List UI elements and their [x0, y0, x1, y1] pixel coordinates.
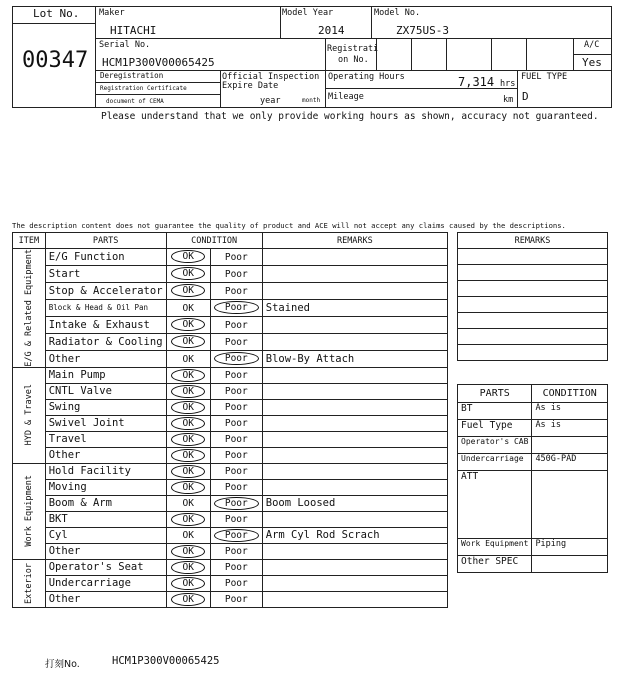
poor-option: Poor	[224, 285, 248, 297]
ok-option: OK	[182, 353, 194, 365]
condition-ok-cell[interactable]	[166, 527, 210, 543]
part-name: CNTL Valve	[45, 383, 166, 399]
right-condition-header: CONDITION	[532, 385, 608, 403]
part-name: Other	[45, 543, 166, 559]
ok-selected-mark: OK	[171, 577, 204, 590]
table-row	[13, 282, 448, 299]
condition-poor-cell[interactable]	[210, 591, 262, 607]
condition-ok-cell[interactable]	[166, 431, 210, 447]
model-no: ZX75US-3	[396, 24, 449, 37]
poor-option: Poor	[224, 386, 248, 398]
ok-selected-mark: OK	[171, 561, 204, 574]
table-row	[13, 447, 448, 463]
model-year: 2014	[318, 24, 345, 37]
condition-ok-cell[interactable]	[166, 265, 210, 282]
right-part-name: Undercarriage	[458, 454, 532, 471]
remark-cell	[262, 575, 447, 591]
model-no-label: Model No.	[374, 8, 421, 18]
right-parts-table	[457, 384, 608, 573]
remark-cell	[262, 367, 447, 383]
remark-cell	[262, 511, 447, 527]
poor-option: Poor	[224, 319, 248, 331]
poor-option: Poor	[224, 418, 248, 430]
right-part-name: BT	[458, 403, 532, 420]
right-remarks-row	[458, 265, 608, 281]
condition-ok-cell[interactable]	[166, 383, 210, 399]
inspection-label-2: Expire Date	[222, 81, 279, 91]
condition-poor-cell[interactable]	[210, 447, 262, 463]
condition-poor-cell[interactable]	[210, 265, 262, 282]
ok-selected-mark: OK	[171, 369, 204, 382]
header-parts: PARTS	[45, 233, 166, 249]
maker: HITACHI	[110, 24, 157, 37]
poor-option: Poor	[224, 251, 248, 263]
right-remarks-row	[458, 297, 608, 313]
condition-poor-cell[interactable]	[210, 415, 262, 431]
remark-cell	[262, 431, 447, 447]
table-row	[13, 399, 448, 415]
poor-option: Poor	[224, 578, 248, 590]
poor-option: Poor	[224, 466, 248, 478]
condition-poor-cell[interactable]	[210, 511, 262, 527]
condition-ok-cell[interactable]	[166, 511, 210, 527]
right-parts-row	[458, 454, 608, 471]
serial-no: HCM1P300V00065425	[102, 56, 215, 69]
remark-cell	[262, 591, 447, 607]
operating-hours: 7,314	[458, 75, 495, 89]
condition-ok-cell[interactable]	[166, 495, 210, 511]
table-row	[13, 511, 448, 527]
poor-option: Poor	[224, 336, 248, 348]
year-label: year	[260, 96, 281, 106]
condition-ok-cell[interactable]	[166, 282, 210, 299]
ac-label: A/C	[584, 40, 600, 50]
condition-poor-cell[interactable]	[210, 431, 262, 447]
condition-ok-cell[interactable]	[166, 575, 210, 591]
right-part-name: ATT	[458, 471, 532, 539]
condition-poor-cell[interactable]	[210, 399, 262, 415]
condition-ok-cell[interactable]	[166, 399, 210, 415]
condition-ok-cell[interactable]	[166, 249, 210, 266]
condition-poor-cell[interactable]	[210, 316, 262, 333]
condition-ok-cell[interactable]	[166, 333, 210, 350]
condition-ok-cell[interactable]	[166, 591, 210, 607]
registration-label-2: on No.	[338, 55, 369, 65]
poor-option: Poor	[224, 546, 248, 558]
condition-ok-cell[interactable]	[166, 559, 210, 575]
fuel-type-label: FUEL TYPE	[521, 72, 568, 82]
remark-cell: Arm Cyl Rod Scrach	[262, 527, 447, 543]
ok-selected-mark: OK	[171, 335, 204, 348]
condition-ok-cell[interactable]	[166, 350, 210, 367]
operating-hours-label: Operating Hours	[328, 72, 405, 82]
part-name: Moving	[45, 479, 166, 495]
right-part-condition	[532, 471, 608, 539]
table-row	[13, 495, 448, 511]
right-remarks-header: REMARKS	[458, 233, 608, 249]
part-name: Travel	[45, 431, 166, 447]
poor-selected-mark: Poor	[214, 352, 259, 365]
group-name: E/G & Related Equipment	[23, 249, 34, 367]
part-name: Swivel Joint	[45, 415, 166, 431]
maker-label: Maker	[99, 8, 125, 18]
dereg-sub2: document of CEMA	[106, 98, 164, 105]
part-name: BKT	[45, 511, 166, 527]
mileage-label: Mileage	[328, 92, 364, 102]
month-label: month	[302, 97, 321, 104]
dereg-label: Deregistration	[100, 71, 164, 80]
part-name: Hold Facility	[45, 463, 166, 479]
condition-poor-cell[interactable]	[210, 527, 262, 543]
right-part-name: Work Equipment	[458, 539, 532, 556]
group-label	[13, 249, 46, 368]
ok-option: OK	[182, 302, 194, 314]
ok-selected-mark: OK	[171, 284, 204, 297]
part-name: Other	[45, 591, 166, 607]
poor-option: Poor	[224, 268, 248, 280]
table-row	[13, 316, 448, 333]
header-remarks: REMARKS	[262, 233, 447, 249]
table-row	[13, 431, 448, 447]
model-year-label: Model Year	[282, 8, 334, 18]
dereg-sub1: Registration Certificate	[100, 85, 187, 92]
part-name: Undercarriage	[45, 575, 166, 591]
part-name: Start	[45, 265, 166, 282]
lot-no: 00347	[22, 48, 89, 73]
remark-cell	[262, 415, 447, 431]
right-parts-row	[458, 556, 608, 573]
ok-selected-mark: OK	[171, 433, 204, 446]
right-part-name: Fuel Type	[458, 420, 532, 437]
registration-label-1: Registrati	[327, 44, 379, 54]
right-part-condition: As is	[532, 403, 608, 420]
remark-cell	[262, 463, 447, 479]
group-label	[13, 559, 46, 607]
table-row	[13, 333, 448, 350]
ok-selected-mark: OK	[171, 593, 204, 606]
ok-selected-mark: OK	[171, 385, 204, 398]
ok-selected-mark: OK	[171, 267, 204, 280]
table-row	[13, 367, 448, 383]
condition-poor-cell[interactable]	[210, 383, 262, 399]
right-parts-header: PARTS	[458, 385, 532, 403]
ok-selected-mark: OK	[171, 401, 204, 414]
poor-option: Poor	[224, 450, 248, 462]
ok-option: OK	[182, 530, 194, 542]
right-part-name: Other SPEC	[458, 556, 532, 573]
part-name: Operator's Seat	[45, 559, 166, 575]
header-item: ITEM	[13, 233, 46, 249]
condition-poor-cell[interactable]	[210, 575, 262, 591]
right-part-name: Operator's CAB	[458, 437, 532, 454]
ok-selected-mark: OK	[171, 465, 204, 478]
poor-option: Poor	[224, 594, 248, 606]
right-part-condition: Piping	[532, 539, 608, 556]
right-parts-row	[458, 403, 608, 420]
footer-value: HCM1P300V00065425	[112, 655, 220, 667]
part-name: Block & Head & Oil Pan	[45, 299, 166, 316]
right-part-condition: As is	[532, 420, 608, 437]
part-name: Other	[45, 447, 166, 463]
condition-poor-cell[interactable]	[210, 299, 262, 316]
remark-cell	[262, 249, 447, 266]
condition-ok-cell[interactable]	[166, 447, 210, 463]
table-row	[13, 575, 448, 591]
ok-selected-mark: OK	[171, 417, 204, 430]
remark-cell	[262, 383, 447, 399]
ok-selected-mark: OK	[171, 545, 204, 558]
remark-cell: Blow-By Attach	[262, 350, 447, 367]
right-remarks-row	[458, 249, 608, 265]
group-name: Work Equipment	[23, 475, 34, 548]
part-name: Other	[45, 350, 166, 367]
remark-cell	[262, 316, 447, 333]
condition-poor-cell[interactable]	[210, 333, 262, 350]
part-name: Intake & Exhaust	[45, 316, 166, 333]
notice: Please understand that we only provide working hours as shown, accuracy not guaranteed.	[101, 111, 599, 122]
right-parts-row	[458, 471, 608, 539]
ok-selected-mark: OK	[171, 318, 204, 331]
remark-cell	[262, 399, 447, 415]
right-remarks-row	[458, 329, 608, 345]
remark-cell	[262, 282, 447, 299]
remark-cell	[262, 543, 447, 559]
remark-cell	[262, 479, 447, 495]
right-remarks-row	[458, 345, 608, 361]
group-label	[13, 367, 46, 463]
right-remarks-row	[458, 281, 608, 297]
ok-selected-mark: OK	[171, 513, 204, 526]
poor-option: Poor	[224, 402, 248, 414]
condition-ok-cell[interactable]	[166, 316, 210, 333]
group-label	[13, 463, 46, 559]
poor-selected-mark: Poor	[214, 497, 259, 510]
header-condition: CONDITION	[166, 233, 262, 249]
remark-cell: Boom Loosed	[262, 495, 447, 511]
lot-no-label: Lot No.	[33, 7, 80, 20]
part-name: Swing	[45, 399, 166, 415]
condition-ok-cell[interactable]	[166, 299, 210, 316]
ok-selected-mark: OK	[171, 449, 204, 462]
poor-selected-mark: Poor	[214, 301, 259, 314]
condition-poor-cell[interactable]	[210, 543, 262, 559]
table-row	[13, 350, 448, 367]
group-name: HYD & Travel	[23, 384, 34, 446]
table-row	[13, 591, 448, 607]
table-row	[13, 383, 448, 399]
group-name: Exterior	[23, 562, 34, 604]
condition-poor-cell[interactable]	[210, 479, 262, 495]
hrs-unit: hrs	[500, 79, 516, 89]
poor-option: Poor	[224, 482, 248, 494]
ac-value: Yes	[582, 56, 602, 69]
ok-option: OK	[182, 498, 194, 510]
right-part-condition	[532, 556, 608, 573]
ok-selected-mark: OK	[171, 250, 204, 263]
condition-poor-cell[interactable]	[210, 559, 262, 575]
table-row	[13, 265, 448, 282]
condition-poor-cell[interactable]	[210, 350, 262, 367]
condition-poor-cell[interactable]	[210, 463, 262, 479]
poor-selected-mark: Poor	[214, 529, 259, 542]
ok-selected-mark: OK	[171, 481, 204, 494]
inspection-label-1: Official Inspection	[222, 72, 320, 82]
right-parts-row	[458, 420, 608, 437]
right-remarks-row	[458, 313, 608, 329]
condition-ok-cell[interactable]	[166, 543, 210, 559]
poor-option: Poor	[224, 370, 248, 382]
remark-cell	[262, 265, 447, 282]
right-parts-row	[458, 539, 608, 556]
part-name: Cyl	[45, 527, 166, 543]
part-name: Main Pump	[45, 367, 166, 383]
right-part-condition	[532, 437, 608, 454]
km-unit: km	[503, 95, 514, 105]
remark-cell: Stained	[262, 299, 447, 316]
right-parts-row	[458, 437, 608, 454]
condition-ok-cell[interactable]	[166, 463, 210, 479]
table-row	[13, 463, 448, 479]
remark-cell	[262, 333, 447, 350]
poor-option: Poor	[224, 434, 248, 446]
poor-option: Poor	[224, 562, 248, 574]
condition-poor-cell[interactable]	[210, 495, 262, 511]
part-name: Boom & Arm	[45, 495, 166, 511]
serial-no-label: Serial No.	[99, 40, 151, 50]
condition-poor-cell[interactable]	[210, 249, 262, 266]
right-part-condition: 450G-PAD	[532, 454, 608, 471]
table-row	[13, 559, 448, 575]
table-row	[13, 415, 448, 431]
part-name: Radiator & Cooling	[45, 333, 166, 350]
poor-option: Poor	[224, 514, 248, 526]
condition-poor-cell[interactable]	[210, 367, 262, 383]
part-name: Stop & Accelerator	[45, 282, 166, 299]
part-name: E/G Function	[45, 249, 166, 266]
remark-cell	[262, 559, 447, 575]
fuel-type: D	[522, 90, 529, 103]
table-row	[13, 299, 448, 316]
table-row	[13, 527, 448, 543]
disclaimer: The description content does not guarantee the quality of product and ACE will not accept any claims caused by the descriptions.	[12, 221, 566, 230]
right-remarks-table	[457, 232, 608, 361]
remark-cell	[262, 447, 447, 463]
footer-label: 打刻No.	[45, 659, 80, 670]
table-row	[13, 543, 448, 559]
condition-ok-cell[interactable]	[166, 415, 210, 431]
condition-ok-cell[interactable]	[166, 479, 210, 495]
inspection-table	[12, 232, 448, 608]
condition-ok-cell[interactable]	[166, 367, 210, 383]
table-row	[13, 479, 448, 495]
condition-poor-cell[interactable]	[210, 282, 262, 299]
table-row	[13, 249, 448, 266]
